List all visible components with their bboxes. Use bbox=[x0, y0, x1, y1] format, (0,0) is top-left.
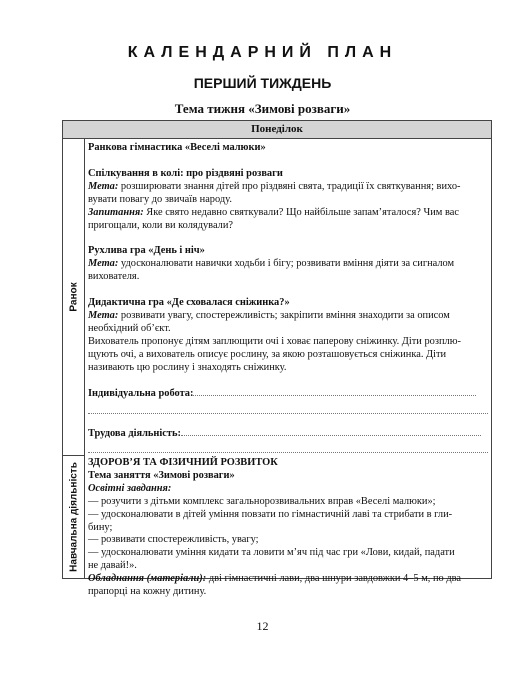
plan-table bbox=[62, 120, 492, 598]
lesson-content bbox=[88, 457, 488, 599]
individual-work-dotline bbox=[193, 395, 476, 396]
labor-dotline-2 bbox=[88, 440, 488, 453]
game1-goal-line-1 bbox=[88, 258, 488, 271]
morning-content bbox=[88, 142, 488, 453]
game2-goal-text-1: розвивати увагу, спостережливість; закріпити вміння знаходити за описом bbox=[118, 310, 450, 322]
individual-work-row bbox=[88, 388, 488, 401]
circle-question-text-1: Яке свято недавно святкували? Що найбільше запам’яталося? Чим вас bbox=[143, 206, 459, 218]
gymnastics-title: Ранкова гімнастика «Веселі малюки» bbox=[88, 142, 266, 153]
lesson-equipment-line-2: прапорці на кожну дитину. bbox=[88, 586, 207, 598]
lesson-topic: Тема заняття «Зимові розваги» bbox=[88, 469, 235, 481]
lesson-equipment-text-1: дві гімнастичні лави, два шнури завдовжки 4–5 м, по два bbox=[206, 573, 462, 585]
game2-goal-label: Мета: bbox=[88, 310, 119, 322]
game1-goal-line-2: вихователя. bbox=[88, 271, 140, 283]
lesson-equipment-label: Обладнання (матеріали): bbox=[88, 573, 207, 585]
labor-label: Трудова діяльність: bbox=[88, 427, 181, 439]
lesson-tasks-label: Освітні завдання: bbox=[88, 482, 172, 494]
game2-desc-line-1: Вихователь пропонує дітям заплющити очі і ховає паперову сніжинку. Діти розплю- bbox=[88, 335, 461, 347]
week-title: ПЕРШИЙ ТИЖДЕНЬ bbox=[193, 75, 332, 91]
lesson-label: Навчальна діяльність bbox=[68, 462, 79, 572]
labor-row bbox=[88, 428, 488, 441]
lesson-task-2a: — удосконалювати в дітей уміння повзати по гімнастичній лаві та стрибати в гли- bbox=[88, 508, 453, 520]
labor-dotline bbox=[181, 435, 481, 436]
game1-goal-label: Мета: bbox=[88, 258, 119, 270]
circle-question-line-2: пригощали, коли ви колядували? bbox=[88, 219, 234, 231]
lesson-task-1: — розучити з дітьми комплекс загальнорозвивальних вправ «Веселі малюки»; bbox=[88, 495, 436, 507]
game2-title: Дидактична гра «Де сховалася сніжинка?» bbox=[88, 297, 290, 309]
lesson-task-4a: — удосконалювати уміння кидати та ловити м’яч під час гри «Лови, кидай, падати bbox=[88, 547, 455, 559]
circle-goal-label: Мета: bbox=[88, 180, 119, 192]
page-title: КАЛЕНДАРНИЙ ПЛАН bbox=[127, 44, 398, 61]
game2-desc-line-3: називають цю рослину і знаходять сніжинку. bbox=[88, 361, 287, 373]
game1-title: Рухлива гра «День і ніч» bbox=[88, 245, 205, 257]
game2-goal-line-2: необхідний об’єкт. bbox=[88, 322, 171, 334]
individual-work-dotline-2 bbox=[88, 401, 488, 414]
game1-goal-text-1: удосконалювати навички ходьби і бігу; розвивати вміння діяти за сигналом bbox=[118, 258, 455, 270]
lesson-equipment-line-1 bbox=[88, 573, 488, 586]
game2-desc-line-2: щують очі, а вихователь описує рослину, за якою розташовується сніжинка. Діти bbox=[88, 348, 447, 360]
morning-sidebar bbox=[63, 139, 85, 456]
circle-goal-line-2: вувати повагу до звичаїв народу. bbox=[88, 193, 232, 205]
page-number: 12 bbox=[256, 619, 269, 633]
morning-label: Ранок bbox=[68, 282, 79, 312]
lesson-task-2b: бину; bbox=[88, 521, 113, 533]
individual-work-label: Індивідуальна робота: bbox=[88, 387, 194, 399]
lesson-sidebar bbox=[63, 456, 85, 578]
circle-goal-text-1: розширювати знання дітей про різдвяні свята, традиції їх святкування; вихо- bbox=[118, 180, 461, 192]
circle-question-label: Запитання: bbox=[88, 206, 144, 218]
circle-goal-line-1 bbox=[88, 181, 488, 194]
lesson-task-3: — розвивати спостережливість, увагу; bbox=[88, 534, 259, 546]
week-theme: Тема тижня «Зимові розваги» bbox=[174, 101, 351, 116]
day-header: Понеділок bbox=[63, 121, 491, 139]
lesson-section-title: ЗДОРОВ’Я ТА ФІЗИЧНИЙ РОЗВИТОК bbox=[88, 457, 278, 468]
lesson-task-4b: не давай!». bbox=[88, 560, 137, 572]
circle-question-line-1 bbox=[88, 207, 488, 220]
game2-goal-line-1 bbox=[88, 310, 488, 323]
circle-title: Спілкування в колі: про різдвяні розваги bbox=[88, 167, 283, 179]
